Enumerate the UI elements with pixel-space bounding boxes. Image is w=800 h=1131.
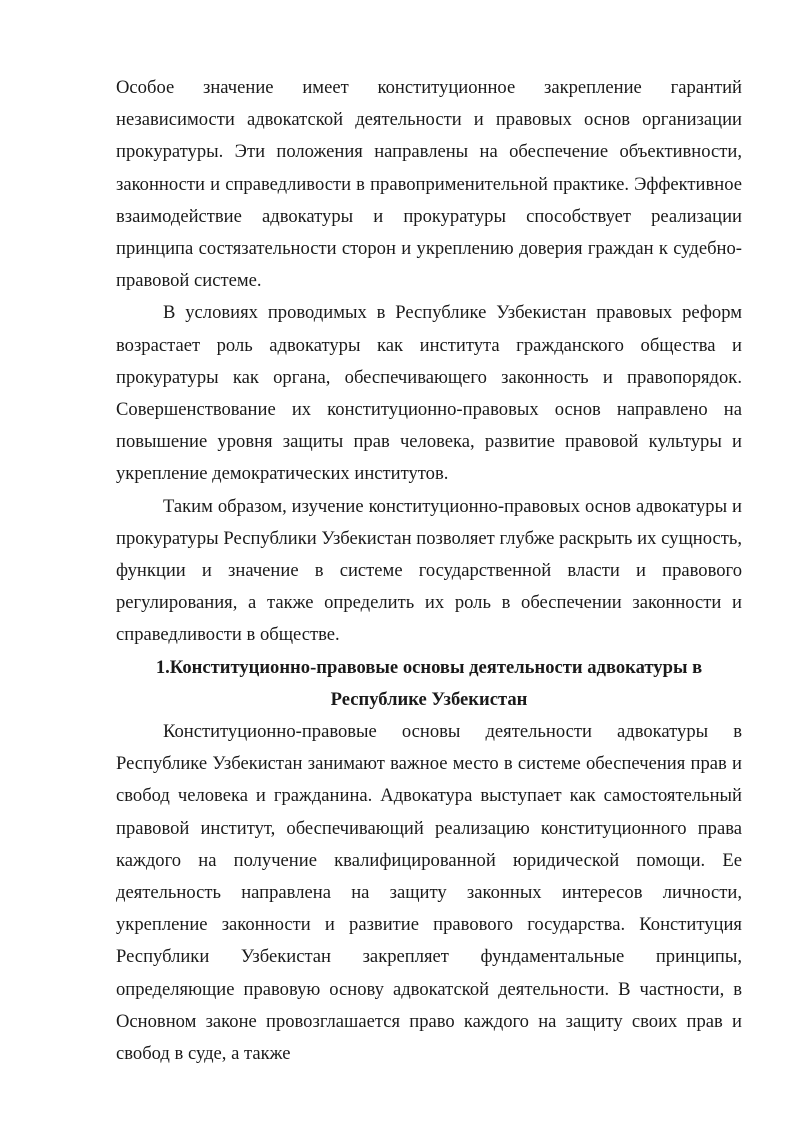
section-heading (116, 652, 742, 716)
section-heading-line-1: 1.Конституционно-правовые основы деятельности адвокатуры в (155, 656, 703, 678)
paragraph-intro: Особое значение имеет конституционное закрепление гарантий независимости адвокатской деятельности и правовых основ организации прокуратуры. Эти положения направлены на обеспечение объективности, законности и справедливости в правоприменительной практике. Эффективное взаимодействие адвокатуры и прокуратуры способствует реализации принципа состязательности сторон и укреплению доверия граждан к судебно-правовой системе. (116, 77, 742, 292)
paragraph-reforms: В условиях проводимых в Республике Узбекистан правовых реформ возрастает роль адвокатуры как института гражданского общества и прокуратуры как органа, обеспечивающего законность и правопорядок. Совершенствование их конституционно-правовых основ направлено на повышение уровня защиты прав человека, развитие правовой культуры и укрепление демократических институтов. (116, 302, 742, 485)
section-heading-line-2: Республике Узбекистан (330, 688, 528, 710)
paragraph-conclusion: Таким образом, изучение конституционно-правовых основ адвокатуры и прокуратуры Республики Узбекистан позволяет глубже раскрыть их сущность, функции и значение в системе государственной власти и правового регулирования, а также определить их роль в обеспечении законности и справедливости в обществе. (116, 495, 742, 646)
paragraph-section-body: Конституционно-правовые основы деятельности адвокатуры в Республике Узбекистан занимают важное место в системе обеспечения прав и свобод человека и гражданина. Адвокатура выступает как самостоятельный правовой институт, обеспечивающий реализацию конституционного права каждого на получение квалифицированной юридической помощи. Ее деятельность направлена на защиту законных интересов личности, укрепление законности и развитие правового государства. Конституция Республики Узбекистан закрепляет фундаментальные принципы, определяющие правовую основу адвокатской деятельности. В частности, в Основном законе провозглашается право каждого на защиту своих прав и свобод в суде, а также (116, 721, 742, 1065)
document-page (116, 72, 742, 1070)
